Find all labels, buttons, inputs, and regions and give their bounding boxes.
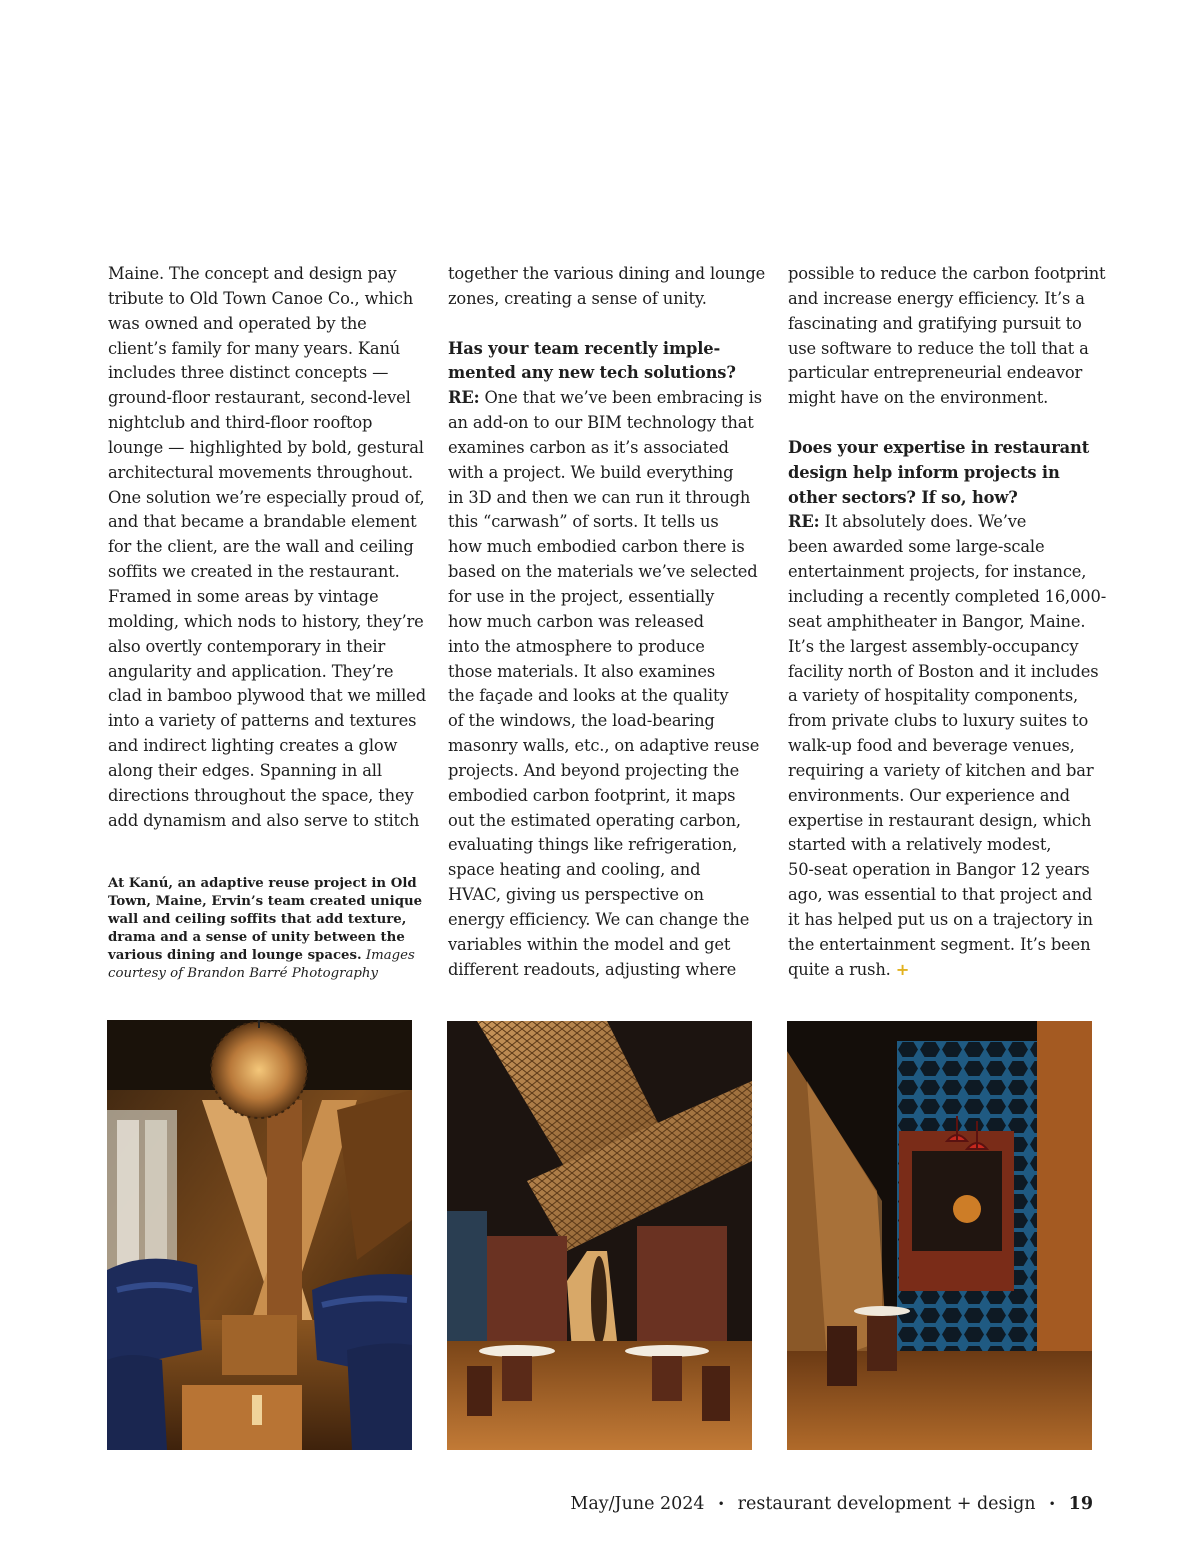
text-line: might have on the environment. bbox=[788, 388, 1049, 408]
paragraph-gap bbox=[448, 312, 760, 337]
text-line: includes three distinct concepts — bbox=[108, 363, 389, 383]
text-line: those materials. It also examines bbox=[448, 661, 716, 681]
answer-label: RE: bbox=[788, 512, 820, 532]
text-line: how much embodied carbon there is bbox=[448, 537, 745, 557]
text-line: energy efficiency. We can change the bbox=[448, 909, 750, 929]
text-line: client’s family for many years. Kanú bbox=[108, 338, 401, 358]
text-line: embodied carbon footprint, it maps bbox=[448, 785, 736, 805]
text-line: into the atmosphere to produce bbox=[448, 636, 705, 656]
article-column-1 bbox=[108, 262, 427, 833]
text-line: fascinating and gratifying pursuit to bbox=[788, 313, 1082, 333]
text-line: HVAC, giving us perspective on bbox=[448, 885, 704, 905]
text-line: an add-on to our BIM technology that bbox=[448, 413, 754, 433]
text-line: for the client, are the wall and ceiling bbox=[108, 537, 414, 557]
text-line: masonry walls, etc., on adaptive reuse bbox=[448, 736, 760, 756]
issue-date: May/June 2024 bbox=[570, 1494, 705, 1514]
footer-separator: • bbox=[717, 1496, 725, 1511]
text-line: use software to reduce the toll that a bbox=[788, 338, 1089, 358]
text-line: it has helped put us on a trajectory in bbox=[788, 909, 1093, 929]
caption-credit: courtesy of Brandon Barré Photography bbox=[108, 966, 378, 981]
text-line: of the windows, the load-bearing bbox=[448, 711, 715, 731]
text-line: angularity and application. They’re bbox=[108, 661, 394, 681]
text-line: 50-seat operation in Bangor 12 years bbox=[788, 860, 1090, 880]
answer-label: RE: bbox=[448, 388, 480, 408]
text-line: environments. Our experience and bbox=[788, 785, 1070, 805]
text-line: clad in bamboo plywood that we milled bbox=[108, 686, 427, 706]
text-line: with a project. We build everything bbox=[448, 462, 734, 482]
text-line: for use in the project, essentially bbox=[448, 586, 715, 606]
text-line: design help inform projects in bbox=[788, 462, 1060, 482]
answer-text: One that we’ve been embracing is bbox=[479, 388, 762, 408]
text-line: also overtly contemporary in their bbox=[108, 636, 386, 656]
text-line: this “carwash” of sorts. It tells us bbox=[448, 512, 719, 532]
caption-line: wall and ceiling soffits that add texture, bbox=[108, 912, 407, 927]
text-line: and increase energy efficiency. It’s a bbox=[788, 288, 1085, 308]
text-line: including a recently completed 16,000- bbox=[788, 586, 1107, 606]
text-line: requiring a variety of kitchen and bar bbox=[788, 760, 1094, 780]
text-line: a variety of hospitality components, bbox=[788, 686, 1079, 706]
text-line: Maine. The concept and design pay bbox=[108, 264, 397, 283]
page-footer bbox=[570, 1490, 1093, 1518]
caption-line: drama and a sense of unity between the bbox=[108, 930, 405, 945]
text-line: different readouts, adjusting where bbox=[448, 959, 737, 979]
text-line: entertainment projects, for instance, bbox=[788, 562, 1087, 582]
text-line: into a variety of patterns and textures bbox=[108, 711, 417, 731]
text-line: other sectors? If so, how? bbox=[788, 487, 1018, 507]
photo-caption bbox=[108, 875, 423, 983]
text-line: along their edges. Spanning in all bbox=[108, 760, 382, 780]
text-line: how much carbon was released bbox=[448, 611, 704, 631]
paragraph-gap bbox=[788, 411, 1100, 436]
text-line: It’s the largest assembly-occupancy bbox=[788, 636, 1079, 656]
text-line: nightclub and third-floor rooftop bbox=[108, 413, 373, 433]
text-line: and that became a brandable element bbox=[108, 512, 417, 532]
text-line: directions throughout the space, they bbox=[108, 785, 414, 805]
text-line: examines carbon as it’s associated bbox=[448, 437, 729, 457]
answer-text: It absolutely does. We’ve bbox=[819, 512, 1027, 532]
text-line: the entertainment segment. It’s been bbox=[788, 934, 1091, 954]
text-line: One solution we’re especially proud of, bbox=[108, 487, 425, 507]
text-line: architectural movements throughout. bbox=[108, 462, 413, 482]
text-line: walk-up food and beverage venues, bbox=[788, 736, 1075, 756]
text-line: ago, was essential to that project and bbox=[788, 885, 1093, 905]
restaurant-dining-photo bbox=[447, 1021, 752, 1450]
text-line: possible to reduce the carbon footprint bbox=[788, 264, 1106, 283]
page-number: 19 bbox=[1068, 1494, 1093, 1514]
text-line: tribute to Old Town Canoe Co., which bbox=[108, 288, 414, 308]
text-line: add dynamism and also serve to stitch bbox=[108, 810, 420, 830]
text-line: space heating and cooling, and bbox=[448, 860, 701, 880]
text-line: variables within the model and get bbox=[448, 934, 731, 954]
text-line: started with a relatively modest, bbox=[788, 835, 1052, 855]
end-mark-icon: + bbox=[895, 959, 910, 979]
text-line: lounge — highlighted by bold, gestural bbox=[108, 437, 424, 457]
text-line: Has your team recently imple- bbox=[448, 338, 721, 358]
text-line: particular entrepreneurial endeavor bbox=[788, 363, 1083, 383]
article-column-2 bbox=[448, 262, 766, 982]
text-line: evaluating things like refrigeration, bbox=[448, 835, 738, 855]
restaurant-bar-photo bbox=[787, 1021, 1092, 1450]
answer-first-line bbox=[788, 510, 1100, 535]
text-line: facility north of Boston and it includes bbox=[788, 661, 1099, 681]
article-column-3 bbox=[788, 262, 1107, 982]
text-line: Framed in some areas by vintage bbox=[108, 586, 379, 606]
caption-line: Town, Maine, Ervin’s team created unique bbox=[108, 894, 423, 909]
text-line: from private clubs to luxury suites to bbox=[788, 711, 1089, 731]
text-line: mented any new tech solutions? bbox=[448, 363, 736, 383]
text-line: molding, which nods to history, they’re bbox=[108, 611, 424, 631]
text-line: out the estimated operating carbon, bbox=[448, 810, 741, 830]
text-line: in 3D and then we can run it through bbox=[448, 487, 751, 507]
caption-line: various dining and lounge spaces. Images bbox=[108, 948, 415, 963]
text-line: expertise in restaurant design, which bbox=[788, 810, 1092, 830]
text-line: the façade and looks at the quality bbox=[448, 686, 729, 706]
text-line: was owned and operated by the bbox=[108, 313, 367, 333]
closing-line: quite a rush. + bbox=[788, 959, 910, 979]
text-line: based on the materials we’ve selected bbox=[448, 562, 758, 582]
text-line: been awarded some large-scale bbox=[788, 537, 1045, 557]
text-line: ground-floor restaurant, second-level bbox=[108, 388, 411, 408]
text-line: zones, creating a sense of unity. bbox=[448, 288, 707, 308]
answer-first-line bbox=[448, 386, 760, 411]
text-line: projects. And beyond projecting the bbox=[448, 760, 740, 780]
text-line: and indirect lighting creates a glow bbox=[108, 736, 398, 756]
text-line: Does your expertise in restaurant bbox=[788, 437, 1090, 457]
publication-name: restaurant development + design bbox=[737, 1494, 1036, 1514]
text-line: soffits we created in the restaurant. bbox=[108, 562, 400, 582]
restaurant-lounge-photo bbox=[107, 1020, 412, 1450]
caption-line: At Kanú, an adaptive reuse project in Old bbox=[108, 876, 417, 891]
text-line: together the various dining and lounge bbox=[448, 264, 766, 283]
text-line: seat amphitheater in Bangor, Maine. bbox=[788, 611, 1086, 631]
footer-separator: • bbox=[1048, 1496, 1056, 1511]
